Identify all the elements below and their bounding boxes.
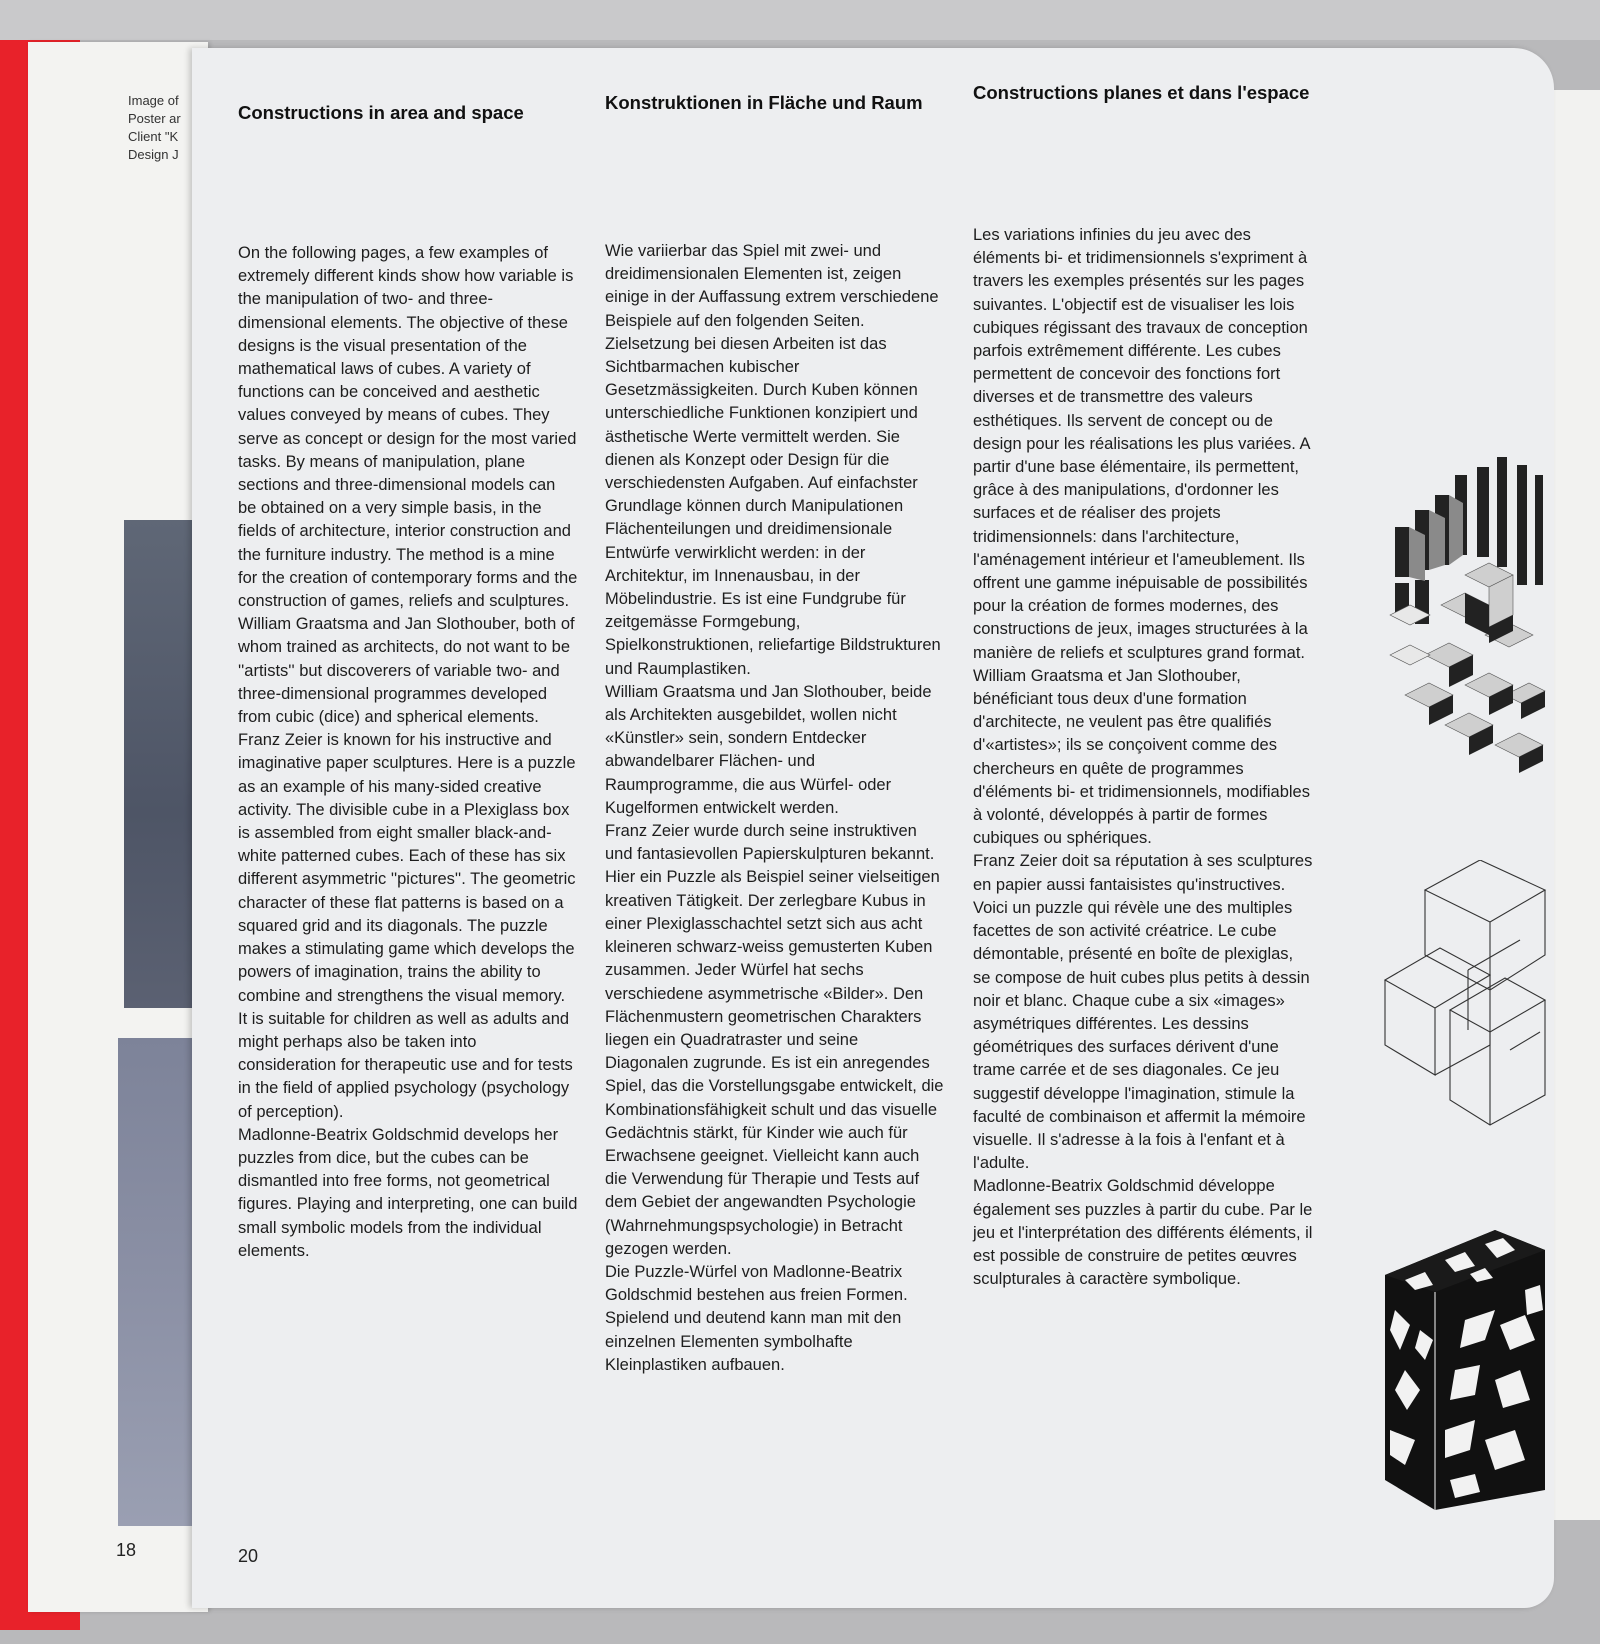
caption-line: Client "K <box>128 129 179 144</box>
french-heading: Constructions planes et dans l'espace <box>973 82 1310 103</box>
french-paragraph: William Graatsma et Jan Slothouber, bénéficiant tous deux d'une formation d'architecte, ne veulent pas être qualifiés d'«artistes»; ils se conçoivent comme des chercheurs en quête de programmes d'éléments bi- et tridimensionnels, modifiables à volonté, développés à partir de formes cubiques ou sphériques. <box>973 666 1310 848</box>
german-paragraph: Wie variierbar das Spiel mit zwei- und dreidimensionalen Elementen ist, zeigen einige in der Auffassung extrem verschiedene Beispiele auf den folgenden Seiten. Zielsetzung bei diesen Arbeiten ist das Sichtbarmachen kubischer Gesetzmässigkeiten. Durch Kuben können unterschiedliche Funktionen konzipiert und ästhetische Werte vermittelt werden. Sie dienen als Konzept oder Design für die verschiedensten Aufgaben. Auf einfachster Grundlage können durch Manipulationen Flächenteilungen und dreidimensionale Entwürfe verwirklicht werden: in der Architektur, im Innenausbau, in der Möbelindustrie. Es ist eine Fundgrube für zeitgemässe Formgebung, Spielkonstruktionen, reliefartige Bildstrukturen und Raumplastiken. <box>605 242 941 678</box>
caption-line: Design J <box>128 147 179 162</box>
puzzle-line-illustration <box>1380 860 1550 1140</box>
french-paragraph: Les variations infinies du jeu avec des éléments bi- et tridimensionnels s'expriment à travers les exemples présentés sur les pages suivantes. L'objectif est de visualiser les lois cubiques régissant des travaux de conception parfois extrêmement différente. Les cubes permettent de concevoir des fonctions fort diverses et de transmettre des valeurs esthétiques. Ils servent de concept ou de design pour les réalisations les plus variées. A partir d'une base élémentaire, ils permettent, grâce à des manipulations, d'ordonner les surfaces et de réaliser des projets tridimensionnels: dans l'architecture, l'aménagement intérieur et l'ameublement. Ils offrent une gamme inépuisable de possibilités pour la création de formes modernes, des constructions de jeux, images structurées à la manière de reliefs et sculptures grand format. <box>973 226 1310 662</box>
english-paragraph: Franz Zeier is known for his instructive and imaginative paper sculptures. Here is a puzzle as an example of his many-sided creative activity. The divisible cube in a Plexiglass box is assembled from eight smaller black-and-white patterned cubes. Each of these has six different asymmetric ''pictures''. The geometric character of these flat patterns is based on a squared grid and its diagonals. The puzzle makes a stimulating game which develops the powers of imagination, trains the ability to combine and strengthens the visual memory. It is suitable for children as well as adults and might perhaps also be taken into consideration for therapeutic use and for tests in the field of applied psychology (psychology of perception). <box>238 731 576 1121</box>
english-paragraph: Madlonne-Beatrix Goldschmid develops her puzzles from dice, but the cubes can be dismantled into free forms, not geometrical figures. Playing and interpreting, one can build small symbolic models from the individual elements. <box>238 1125 578 1260</box>
german-body <box>605 240 945 1377</box>
caption-line: Image of <box>128 93 179 108</box>
previous-page-caption <box>128 92 192 164</box>
german-heading-block <box>605 90 945 115</box>
english-heading: Constructions in area and space <box>238 102 524 123</box>
french-body <box>973 224 1313 1291</box>
german-paragraph: Die Puzzle-Würfel von Madlonne-Beatrix Goldschmid bestehen aus freien Formen. Spielend und deutend kann man mit den einzelnen Elementen symbolhafte Kleinplastiken aufbauen. <box>605 1262 908 1374</box>
previous-page-image-top <box>124 520 194 1008</box>
background-surface <box>0 0 1600 40</box>
french-paragraph: Franz Zeier doit sa réputation à ses sculptures en papier aussi fantaisistes qu'instructives. Voici un puzzle qui révèle une des multiples facettes de son activité créatrice. Le cube démontable, présenté en boîte de plexiglas, se compose de huit cubes plus petits à dessin noir et blanc. Chaque cube a six «images» asymétriques différentes. Les dessins géométriques des surfaces dérivent d'une trame carrée et de ses diagonales. Ce jeu suggestif développe l'imagination, stimule la faculté de combinaison et affermit la mémoire visuelle. Il s'adresse à la fois à l'enfant et à l'adulte. <box>973 852 1313 1173</box>
english-body <box>238 242 578 1263</box>
cube-relief-illustration <box>1385 455 1555 785</box>
german-paragraph: Franz Zeier wurde durch seine instruktiven und fantasievollen Papierskulpturen bekannt. Hier ein Puzzle als Beispiel seiner vielseitigen kreativen Tätigkeit. Der zerlegbare Kubus in einer Plexiglasschachtel setzt sich aus acht kleineren schwarz-weiss gemusterten Kuben zusammen. Jeder Würfel hat sechs verschiedene asymmetrische «Bilder». Den Flächenmustern geometrischen Charakters liegen ein Quadratraster und seine Diagonalen zugrunde. Es ist ein anregendes Spiel, das die Vorstellungsgabe entwickelt, die Kombinationsfähigkeit schult und das visuelle Gedächtnis stärkt, für Kinder wie auch für Erwachsene geeignet. Vielleicht kann auch die Verwendung für Therapie und Tests auf dem Gebiet der angewandten Psychologie (Wahrnehmungspsychologie) in Betracht gezogen werden. <box>605 822 944 1258</box>
english-paragraph: On the following pages, a few examples of extremely different kinds show how variable is the manipulation of two- and three-dimensional elements. The objective of these designs is the visual presentation of the mathematical laws of cubes. A variety of functions can be conceived and aesthetic values conveyed by means of cubes. They serve as concept or design for the most varied tasks. By means of manipulation, plane sections and three-dimensional models can be obtained on a very simple basis, in the fields of architecture, interior construction and the furniture industry. The method is a mine for the creation of contemporary forms and the construction of games, reliefs and sculptures. <box>238 244 578 611</box>
french-paragraph: Madlonne-Beatrix Goldschmid développe également ses puzzles à partir du cube. Par le jeu et l'interprétation des différents éléments, il est possible de construire de petites œuvres sculpturales à caractère symbolique. <box>973 1177 1313 1289</box>
german-heading: Konstruktionen in Fläche und Raum <box>605 92 923 113</box>
caption-line: Poster ar <box>128 111 181 126</box>
previous-page-number: 18 <box>116 1540 137 1560</box>
previous-page-image-bottom <box>118 1038 194 1526</box>
english-heading-block <box>238 100 578 125</box>
patterned-cube-illustration <box>1385 1230 1555 1510</box>
page-number: 20 <box>238 1546 259 1566</box>
english-paragraph: William Graatsma and Jan Slothouber, both of whom trained as architects, do not want to be ''artists'' but discoverers of variable two- and three-dimensional programmes developed from cubic (dice) and spherical elements. <box>238 615 575 727</box>
french-heading-block <box>973 80 1313 105</box>
german-paragraph: William Graatsma und Jan Slothouber, beide als Architekten ausgebildet, wollen nicht «Künstler» sein, sondern Entdecker abwandelbarer Flächen- und Raumprogramme, die aus Würfel- oder Kugelformen entwickelt werden. <box>605 682 932 817</box>
